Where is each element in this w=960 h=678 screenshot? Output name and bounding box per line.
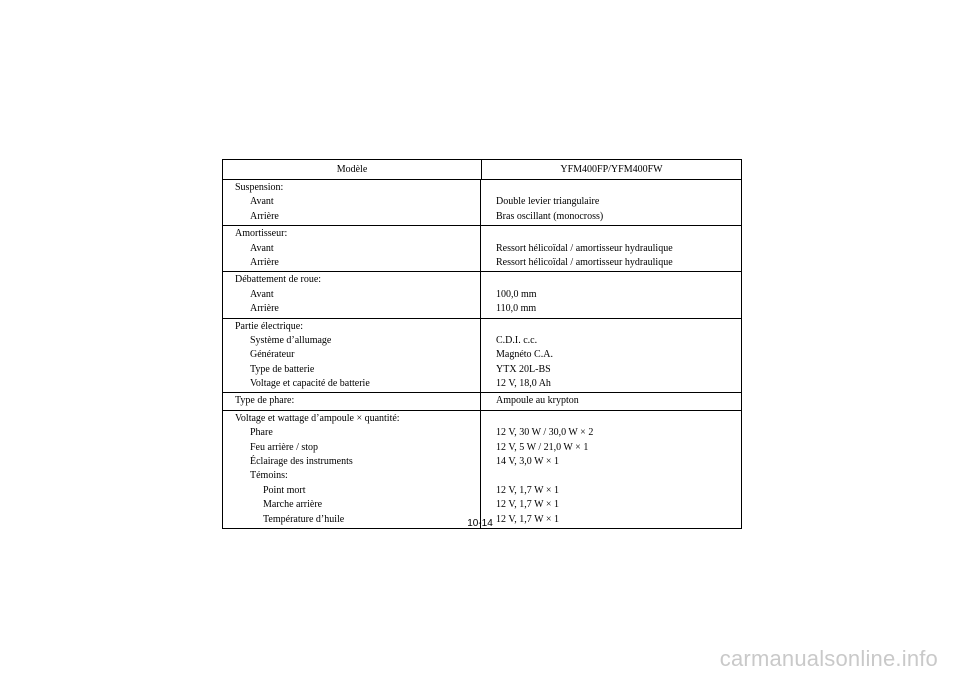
spec-label: Température d’huile [263,513,345,525]
spec-label: Voltage et capacité de batterie [250,378,370,390]
spec-label: Point mort [263,484,306,496]
value-section [481,272,741,318]
spec-value: 12 V, 18,0 Ah [496,378,551,390]
value-section [481,319,741,394]
spec-value: Double levier triangulaire [496,196,600,208]
spec-label: Générateur [250,349,295,361]
value-section [481,411,741,528]
value-column [481,180,741,528]
spec-value [481,469,741,483]
label-section [223,393,480,410]
spec-value [481,273,741,287]
table-body [223,180,741,528]
value-section [481,393,741,410]
header-model-label: Modèle [223,160,482,179]
spec-label: Débattement de roue: [235,274,322,286]
spec-label: Partie électrique: [235,320,304,332]
spec-label: Avant [250,196,274,208]
label-section [223,180,480,226]
spec-table [222,159,742,529]
spec-value: Bras oscillant (monocross) [496,210,604,222]
value-section [481,226,741,272]
spec-label: Marche arrière [263,499,323,511]
spec-value: 12 V, 1,7 W × 1 [496,499,559,511]
spec-value: Ressort hélicoïdal / amortisseur hydraulique [496,242,673,254]
spec-value: C.D.I. c.c. [496,334,538,346]
spec-value: Ressort hélicoïdal / amortisseur hydraulique [496,256,673,268]
label-column [223,180,481,528]
spec-label: Type de phare: [235,395,295,407]
spec-label: Suspension: [235,182,284,193]
spec-value [481,181,741,195]
table-header [223,160,741,180]
label-section [223,226,480,272]
spec-label: Système d’allumage [250,334,332,346]
spec-value: 100,0 mm [496,288,537,300]
spec-value: 110,0 mm [496,303,537,315]
spec-value [481,227,741,241]
spec-label: Éclairage des instruments [250,456,353,468]
spec-label: Type de batterie [250,363,315,375]
label-section [223,272,480,318]
spec-value: 14 V, 3,0 W × 1 [496,456,559,468]
spec-value: 12 V, 5 W / 21,0 W × 1 [496,441,589,453]
spec-label: Phare [250,427,273,439]
spec-label: Amortisseur: [235,228,288,240]
label-section [223,319,480,394]
spec-value [481,412,741,426]
header-model-value: YFM400FP/YFM400FW [560,164,663,175]
spec-label: Avant [250,242,274,254]
watermark: carmanualsonline.info [719,646,938,671]
spec-label: Feu arrière / stop [250,441,319,453]
spec-label: Arrière [250,256,279,268]
spec-label: Témoins: [250,470,288,482]
spec-value: Magnéto C.A. [496,349,553,361]
value-section [481,180,741,226]
spec-value: 12 V, 1,7 W × 1 [496,513,559,525]
spec-label: Voltage et wattage d’ampoule × quantité: [235,412,400,424]
spec-value: 12 V, 1,7 W × 1 [496,484,559,496]
spec-label: Arrière [250,210,279,222]
spec-value: YTX 20L-BS [496,363,551,375]
label-section [223,411,480,528]
spec-value [481,320,741,334]
spec-value: Ampoule au krypton [496,395,579,407]
page-number: 10-14 [467,518,493,529]
spec-label: Avant [250,288,274,300]
spec-label: Arrière [250,303,279,315]
spec-value: 12 V, 30 W / 30,0 W × 2 [496,427,594,439]
